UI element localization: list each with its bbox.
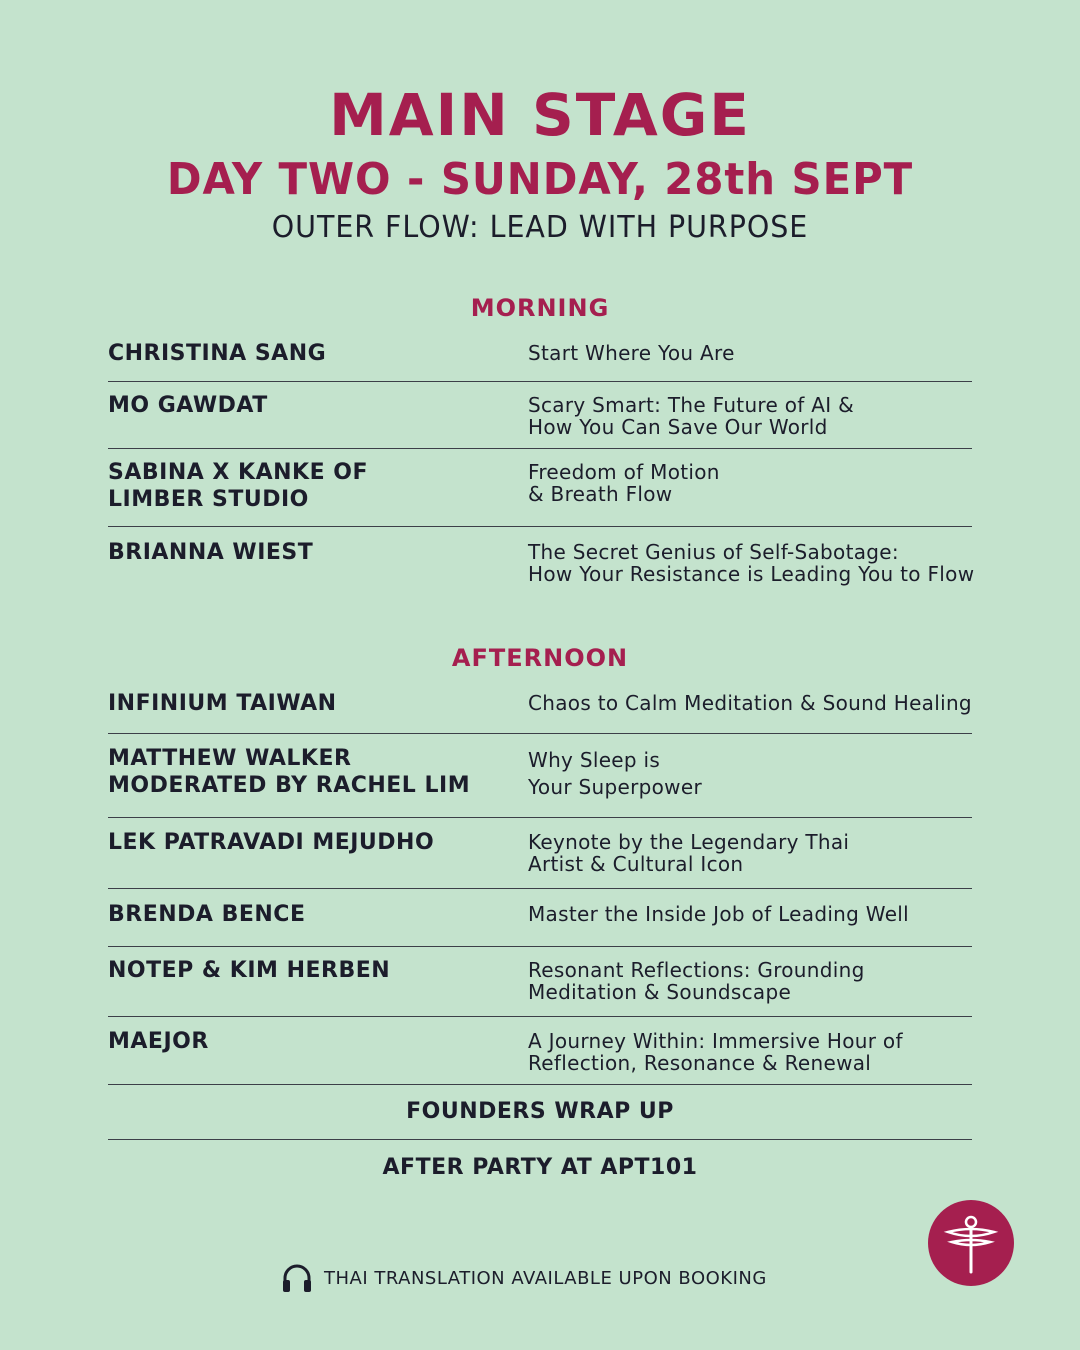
speaker-name: BRENDA BENCE bbox=[108, 902, 306, 927]
talk-title: A Journey Within: Immersive Hour of Reflection, Resonance & Renewal bbox=[528, 1029, 903, 1075]
after-party: AFTER PARTY AT APT101 bbox=[382, 1155, 698, 1180]
divider bbox=[108, 526, 972, 527]
divider bbox=[108, 733, 972, 734]
talk-title: Master the Inside Job of Leading Well bbox=[528, 902, 910, 926]
divider bbox=[108, 817, 972, 818]
divider bbox=[108, 946, 972, 947]
afternoon-heading: AFTERNOON bbox=[451, 644, 629, 672]
divider bbox=[108, 381, 972, 382]
talk-title: The Secret Genius of Self-Sabotage: How Your Resistance is Leading You to Flow bbox=[528, 540, 975, 586]
talk-title: Resonant Reflections: Grounding Meditation & Soundscape bbox=[528, 958, 865, 1004]
speaker-name: BRIANNA WIEST bbox=[108, 540, 314, 565]
page-title: MAIN STAGE bbox=[329, 81, 751, 149]
morning-heading: MORNING bbox=[470, 294, 610, 322]
speaker-name: INFINIUM TAIWAN bbox=[108, 691, 337, 716]
speaker-name: NOTEP & KIM HERBEN bbox=[108, 958, 391, 983]
divider bbox=[108, 1016, 972, 1017]
translation-note bbox=[280, 1262, 767, 1294]
speaker-name: MAEJOR bbox=[108, 1029, 209, 1054]
talk-title: Freedom of Motion & Breath Flow bbox=[528, 460, 720, 506]
day-subtitle: DAY TWO - SUNDAY, 28th SEPT bbox=[166, 154, 914, 205]
talk-title: Chaos to Calm Meditation & Sound Healing bbox=[528, 691, 972, 715]
talk-title: Scary Smart: The Future of AI & How You Can Save Our World bbox=[528, 393, 855, 439]
theme-line: OUTER FLOW: LEAD WITH PURPOSE bbox=[271, 210, 809, 245]
speaker-name: SABINA X KANKE OF LIMBER STUDIO bbox=[108, 460, 368, 512]
translation-text: THAI TRANSLATION AVAILABLE UPON BOOKING bbox=[324, 1267, 767, 1289]
headphones-icon bbox=[280, 1263, 314, 1293]
speaker-name: MO GAWDAT bbox=[108, 393, 268, 418]
divider bbox=[108, 1139, 972, 1140]
divider bbox=[108, 888, 972, 889]
dragonfly-logo-icon bbox=[928, 1200, 1014, 1286]
talk-title: Keynote by the Legendary Thai Artist & Cultural Icon bbox=[528, 830, 850, 876]
speaker-name: MATTHEW WALKER MODERATED BY RACHEL LIM bbox=[108, 746, 471, 798]
speaker-name: CHRISTINA SANG bbox=[108, 341, 327, 366]
talk-title: Start Where You Are bbox=[528, 341, 735, 365]
talk-title: Why Sleep is Your Superpower bbox=[528, 748, 702, 799]
divider bbox=[108, 1084, 972, 1085]
divider bbox=[108, 448, 972, 449]
speaker-name: LEK PATRAVADI MEJUDHO bbox=[108, 830, 435, 855]
founders-wrap-up: FOUNDERS WRAP UP bbox=[406, 1099, 674, 1124]
